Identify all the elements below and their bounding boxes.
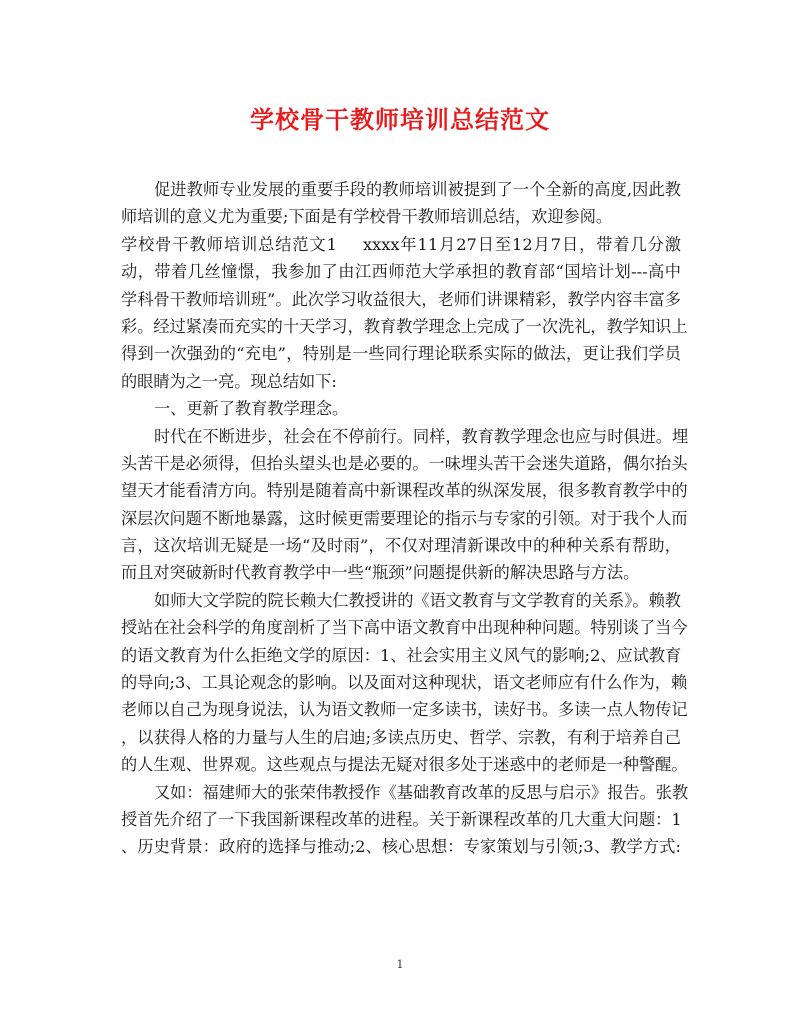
text-line: 的导向;3、工具论观念的影响。以及面对这种现状，语文老师应有什么作为，赖 xyxy=(121,673,688,693)
text-line: 促进教师专业发展的重要手段的教师培训被提到了一个全新的高度,因此教 xyxy=(154,180,681,199)
text-line: 的语文教育为什么拒绝文学的原因：1、社会实用主义风气的影响;2、应试教育 xyxy=(121,645,682,665)
text-line: 动，带着几丝憧憬，我参加了由江西师范大学承担的教育部“国培计划---高中 xyxy=(121,262,681,282)
document-title: 学校骨干教师培训总结范文 xyxy=(250,105,550,134)
text-line: 老师以自己为现身说法，认为语文教师一定多读书，读好书。多读一点人物传记 xyxy=(121,700,688,720)
text-line: 、历史背景：政府的选择与推动;2、核心思想：专家策划与引领;3、教学方式: xyxy=(121,837,681,857)
text-line: 深层次问题不断地暴露，这时候更需要理论的指示与专家的引领。对于我个人而 xyxy=(121,508,688,528)
text-line: 头苦干是必须得，但抬头望头也是必要的。一味埋头苦干会迷失道路，偶尔抬头 xyxy=(121,453,688,473)
text-line: 而且对突破新时代教育教学中一些“瓶颈”问题提供新的解决思路与方法。 xyxy=(121,563,640,583)
text-line: 师培训的意义尤为重要;下面是有学校骨干教师培训总结，欢迎参阅。 xyxy=(121,207,613,227)
section-heading: 学校骨干教师培训总结范文1 xyxy=(121,234,337,254)
text-line: 如师大文学院的院长赖大仁教授讲的《语文教育与文学教育的关系》。赖教 xyxy=(154,590,681,610)
text-line: 时代在不断进步，社会在不停前行。同样，教育教学理念也应与时俱进。埋 xyxy=(154,426,689,446)
text-line xyxy=(121,231,681,258)
text-line: 学科骨干教师培训班”。此次学习收益很大，老师们讲课精彩，教学内容丰富多 xyxy=(121,289,681,309)
text-line: 又如：福建师大的张荣伟教授作《基础教育改革的反思与启示》报告。张教 xyxy=(154,782,689,802)
text-line: 授站在社会科学的角度剖析了当下高中语文教育中出现种种问题。特别谈了当今 xyxy=(121,618,688,638)
text-line: 彩。经过紧凑而充实的十天学习，教育教学理念上完成了一次洗礼，教学知识上 xyxy=(121,316,688,336)
document-body xyxy=(121,176,689,861)
text-line: 的眼睛为之一亮。现总结如下: xyxy=(121,371,337,391)
text-line: 授首先介绍了一下我国新课程改革的进程。关于新课程改革的几大重大问题：1 xyxy=(121,809,682,829)
text-line: 的人生观、世界观。这些观点与提法无疑对很多处于迷惑中的老师是一种警醒。 xyxy=(121,755,688,775)
text-line: 一、更新了教育教学理念。 xyxy=(154,399,349,419)
page-number: 1 xyxy=(396,958,404,971)
text-line: 望天才能看清方向。特别是随着高中新课程改革的纵深发展，很多教育教学中的 xyxy=(121,481,688,501)
text-line: 得到一次强劲的“充电”，特别是一些同行理论联系实际的做法，更让我们学员 xyxy=(121,344,681,364)
text-line: ，以获得人格的力量与人生的启迪;多读点历史、哲学、宗教，有利于培养自己 xyxy=(121,727,681,747)
line-text: xxxx年11月27日至12月7日，带着几分激 xyxy=(362,234,681,254)
text-line: 言，这次培训无疑是一场“及时雨”，不仅对理清新课改中的种种关系有帮助， xyxy=(121,536,681,556)
